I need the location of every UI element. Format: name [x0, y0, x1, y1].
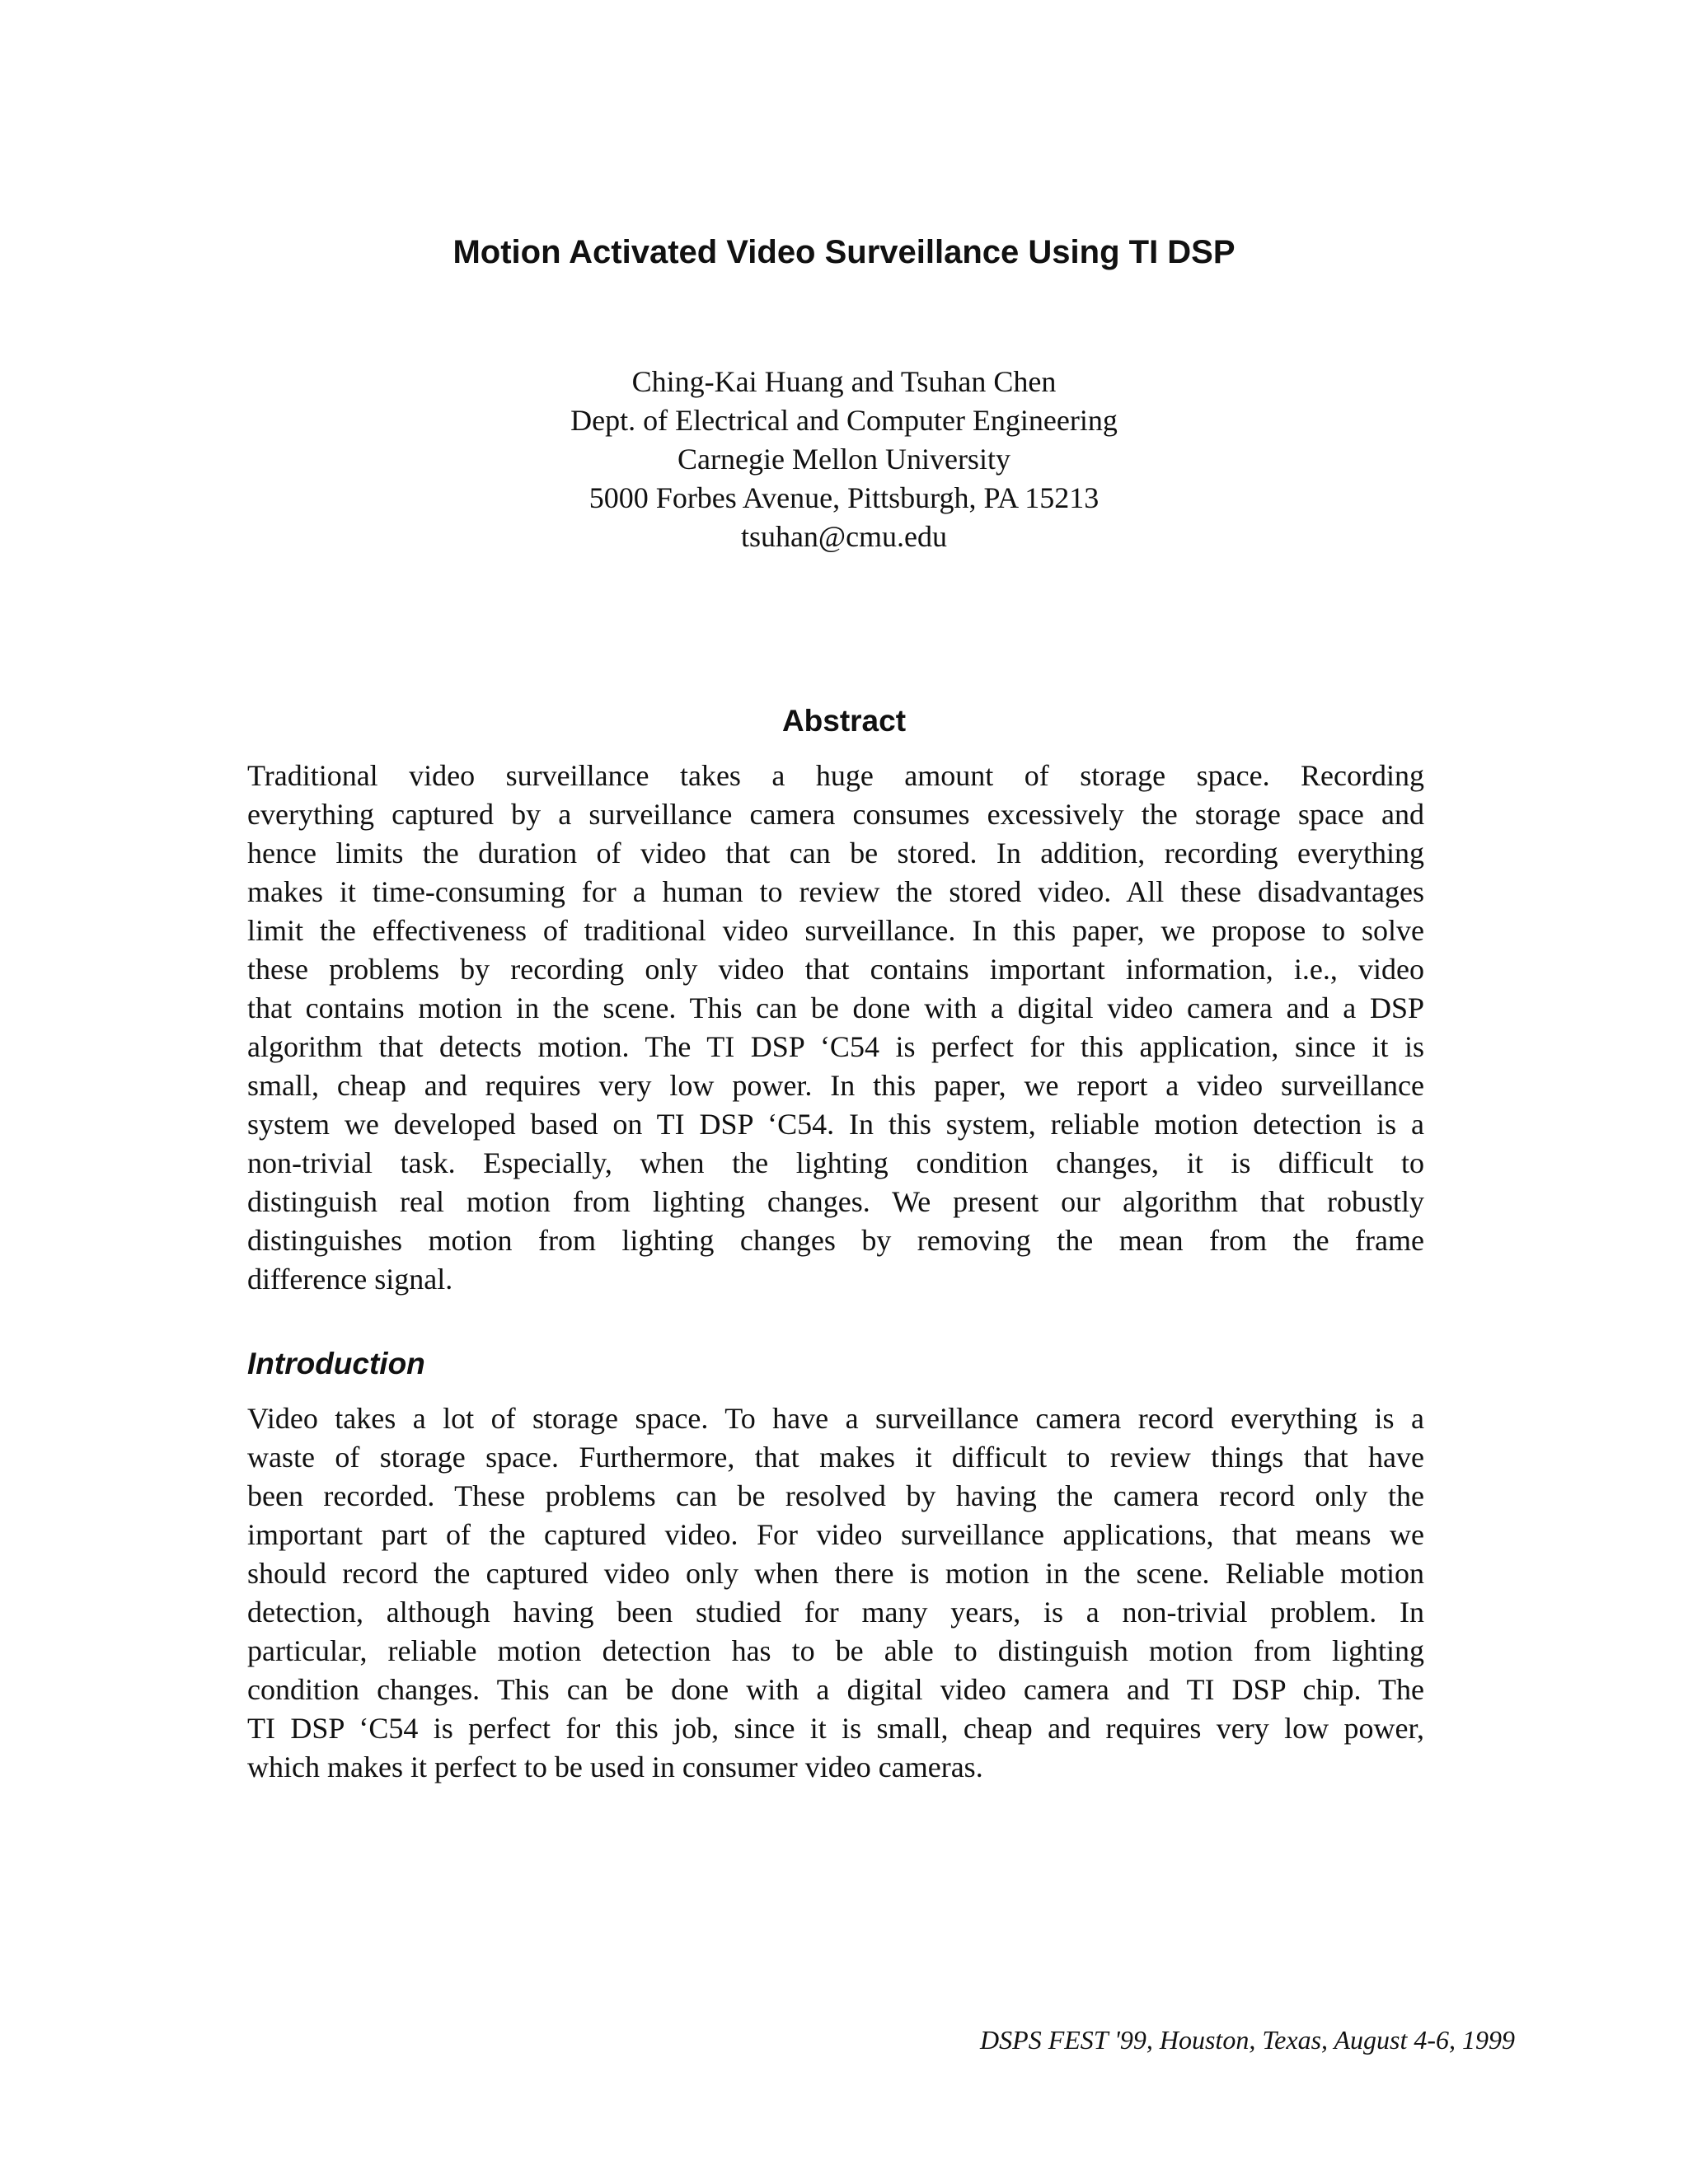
introduction-line: condition changes. This can be done with a digital video camera and TI DSP chip. The: [247, 1673, 1424, 1706]
abstract-line: that contains motion in the scene. This can be done with a digital video camera and a DSP: [247, 991, 1424, 1024]
abstract-body: [247, 757, 1424, 1299]
conference-footer: DSPS FEST '99, Houston, Texas, August 4-6, 1999: [980, 2025, 1515, 2055]
author-address: 5000 Forbes Avenue, Pittsburgh, PA 15213: [588, 481, 1100, 514]
abstract-line: system we developed based on TI DSP ‘C54. In this system, reliable motion detection is a: [247, 1108, 1424, 1141]
author-email: tsuhan@cmu.edu: [740, 520, 948, 553]
introduction-line: Video takes a lot of storage space. To have a surveillance camera record everything is a: [247, 1402, 1424, 1435]
abstract-line: Traditional video surveillance takes a huge amount of storage space. Recording: [247, 759, 1424, 792]
introduction-line: particular, reliable motion detection has to be able to distinguish motion from lighting: [247, 1634, 1424, 1667]
paper-title: Motion Activated Video Surveillance Using TI DSP: [452, 234, 1236, 270]
abstract-line: small, cheap and requires very low power. In this paper, we report a video surveillance: [247, 1069, 1424, 1102]
abstract-line: hence limits the duration of video that can be stored. In addition, recording everything: [247, 837, 1424, 869]
introduction-line: been recorded. These problems can be resolved by having the camera record only the: [247, 1479, 1424, 1512]
abstract-line: non-trivial task. Especially, when the lighting condition changes, it is difficult to: [247, 1146, 1424, 1179]
abstract-line: limit the effectiveness of traditional video surveillance. In this paper, we propose to solve: [247, 914, 1424, 947]
abstract-line: algorithm that detects motion. The TI DSP ‘C54 is perfect for this application, since it is: [247, 1030, 1424, 1063]
abstract-line: distinguish real motion from lighting changes. We present our algorithm that robustly: [247, 1185, 1424, 1218]
introduction-line: TI DSP ‘C54 is perfect for this job, since it is small, cheap and requires very low power,: [247, 1712, 1424, 1745]
abstract-heading: Abstract: [781, 704, 907, 738]
introduction-heading: Introduction: [247, 1347, 425, 1380]
introduction-line: waste of storage space. Furthermore, that makes it difficult to review things that have: [247, 1441, 1424, 1474]
author-block: [0, 363, 1688, 556]
abstract-line: distinguishes motion from lighting changes by removing the mean from the frame: [247, 1224, 1424, 1257]
author-university: Carnegie Mellon University: [678, 443, 1010, 476]
introduction-line: important part of the captured video. For video surveillance applications, that means we: [247, 1518, 1424, 1551]
introduction-body: [247, 1399, 1424, 1787]
introduction-line: detection, although having been studied for many years, is a non-trivial problem. In: [247, 1596, 1424, 1629]
abstract-line: makes it time-consuming for a human to review the stored video. All these disadvantages: [247, 875, 1424, 908]
author-names: Ching-Kai Huang and Tsuhan Chen: [631, 365, 1057, 398]
abstract-line: everything captured by a surveillance camera consumes excessively the storage space and: [247, 798, 1424, 831]
introduction-line: which makes it perfect to be used in consumer video cameras.: [247, 1750, 983, 1783]
author-department: Dept. of Electrical and Computer Engineering: [570, 404, 1118, 437]
introduction-line: should record the captured video only when there is motion in the scene. Reliable motion: [247, 1557, 1424, 1590]
abstract-line: difference signal.: [247, 1263, 453, 1296]
abstract-line: these problems by recording only video that contains important information, i.e., video: [247, 953, 1424, 986]
